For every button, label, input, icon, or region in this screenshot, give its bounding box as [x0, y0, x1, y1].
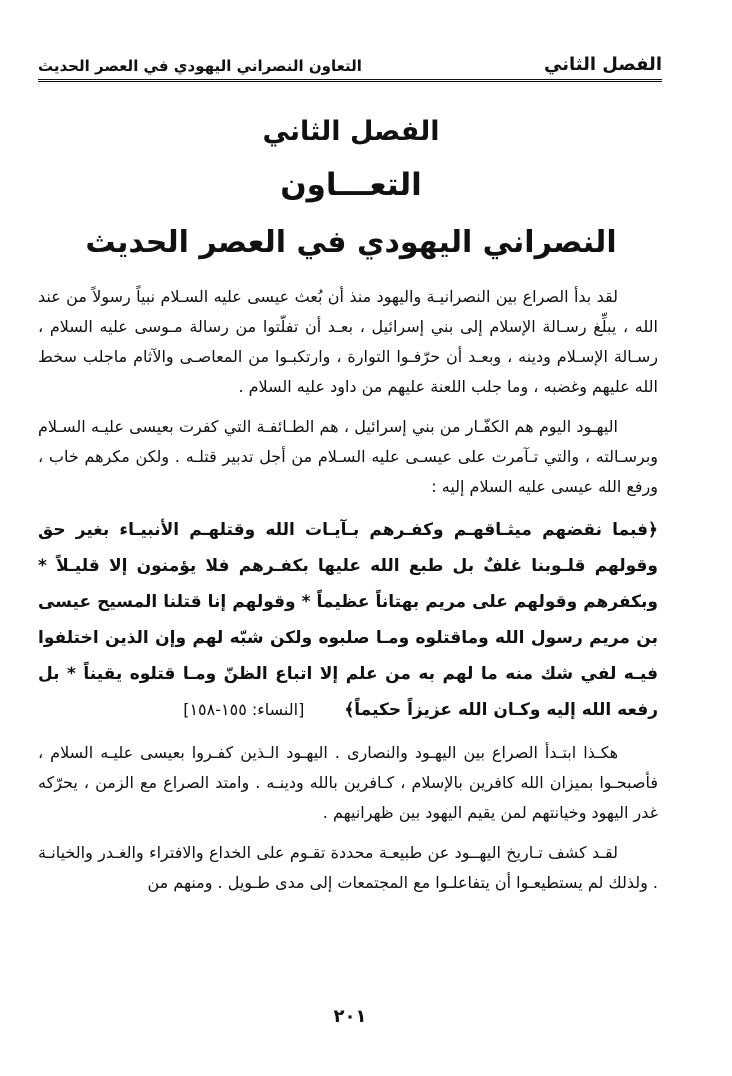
running-header [38, 46, 662, 82]
quran-quote [38, 512, 658, 728]
chapter-subtitle: النصراني اليهودي في العصر الحديث [85, 225, 617, 260]
chapter-heading: الفصل الثاني [262, 116, 440, 147]
body-text [38, 282, 658, 908]
paragraph-2: اليهـود اليوم هم الكفّـار من بني إسرائيل ، هم الطـائفـة التي كفرت بعيسى عليـه السـلام وبرسـالته ، والتي تـآمرت على عيسـى عليه السـلام من أجل تدبير قتلـه . ولكن مكرهم خاب ، ورفع الله عيسى عليه السلام إليه : [38, 417, 658, 496]
chapter-title-main: التعـــاون [280, 167, 422, 203]
paragraph-3: هكـذا ابتـدأ الصراع بين اليهـود والنصارى . اليهـود الـذين كفـروا بعيسى عليـه السلام ، فأصبحـوا بميزان الله كافرين بالإسلام ، كـافرين بالله ودينـه . وامتد الصراع مع الزمن ، يحرّكه غدر اليهود وخيانتهم لمن يقيم اليهود بين ظهرانيهم . [38, 743, 658, 822]
paragraph-1: لقد بدأ الصراع بين النصرانيـة واليهود منذ أن بُعث عيسى عليه السـلام نبياً رسولاً من عند الله ، يبلِّغ رسـالة الإسلام إلى بني إسرائيل ، بعـد أن تفلّتوا من رسالة مـوسى عليه السلام ، رسـالة الإسـلام ودينه ، وبعـد أن حرّفـوا التوارة ، وارتكبـوا من المعاصـى والآثام ماجلب سخط الله عليهم وغضبه ، وما جلب اللعنة عليهم من داود عليه السلام . [38, 287, 658, 396]
paragraph-4: لقـد كشف تـاريخ اليهــود عن طبيعـة محددة تقـوم على الخداع والافتراء والغـدر والخيانـة . ولذلك لم يستطيعـوا أن يتفاعلـوا مع المجتمعات إلى مدى طـويل . ومنهم من [38, 843, 658, 892]
chapter-titles [40, 108, 662, 272]
quran-reference: [النساء: ١٥٥-١٥٨] [183, 700, 305, 719]
quran-verse: ﴿فبما نقضهم ميثـاقهـم وكفـرهم بـآيـات الله وقتلهـم الأنبيـاء بغير حق وقولهم قلـوبنا غلفٌ بل طبع الله عليها بكفـرهم فلا يؤمنون إلا قليـلاً * وبكفرهم وقولهم على مريم بهتاناً عظيماً * وقولهم إنا قتلنا المسيح عيسى بن مريم رسول الله وماقتلوه ومـا صلبوه ولكن شبّه لهم وإن الذين اختلفوا فيـه لفي شك منه ما لهم به من علم إلا اتباع الظنّ ومـا قتلوه يقيناً * بل رفعه الله إليه وكـان الله عزيزاً حكيماً﴾ [38, 520, 658, 720]
page-number: ٢٠١ [333, 1006, 367, 1027]
header-topic-title: التعاون النصراني اليهودي في العصر الحديث [38, 57, 362, 75]
header-chapter-title: الفصل الثاني [544, 54, 662, 75]
